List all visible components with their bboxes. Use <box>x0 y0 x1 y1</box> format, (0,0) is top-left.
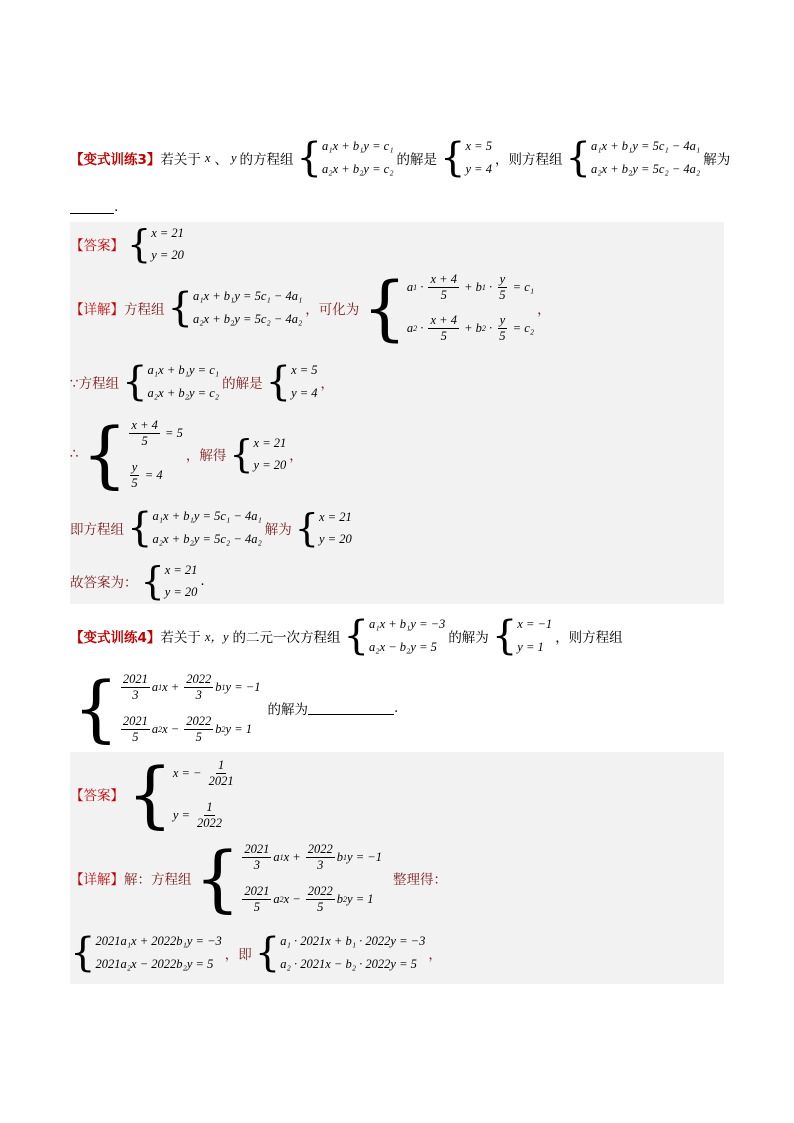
detail-text: 方程组 <box>124 302 165 318</box>
equation-rhs: = −1 <box>355 849 382 864</box>
equation: a₁x + b₁y = 5c₁ − 4a₁ <box>590 139 701 153</box>
equation: x = 5 <box>291 363 318 377</box>
equation-system-4: { a₁x + b₁y = −3 a₂x − b₂y = 5 <box>343 613 446 659</box>
solution-system-4: { x = −1 y = 1 <box>491 613 553 659</box>
fraction-numerator: 2021 <box>244 841 270 856</box>
fraction-denominator: 3 <box>195 687 202 702</box>
answer-blank <box>70 201 114 214</box>
variables: x，y <box>204 630 229 644</box>
equation: a₂x + b₂y = c₂ <box>321 162 394 176</box>
equation: a₁x + b₁y = −3 <box>368 617 446 631</box>
because-text: ∵方程组 <box>70 376 120 392</box>
therefore-line <box>70 412 303 496</box>
final-line <box>70 560 205 602</box>
exercise-3-text3: 的解是 <box>396 152 438 168</box>
fraction-numerator: 2021 <box>122 713 148 728</box>
equation: x = −1 <box>517 617 553 631</box>
period: . <box>200 573 205 589</box>
exercise-4-line2 <box>70 666 399 750</box>
fraction-numerator: y <box>499 313 506 327</box>
big-system-4: { $\frac{2021}{3}$ a 1 x + $\frac{2022}{3}$ b 1 y = −1 $\frac{2021}{5}$ a 2 x − $\frac{2022}{5}$ b 2 y = 1 <box>194 836 382 920</box>
answer-4-line <box>70 752 241 836</box>
equation-rhs: = c₁ <box>512 280 535 294</box>
equation-system-original: { a₁x + b₁y = c₁ a₂x + b₂y = c₂ <box>296 135 394 181</box>
equation: x = 5 <box>465 139 492 153</box>
equation: a₂x + b₂y = 5c₂ − 4a₂ <box>590 162 701 176</box>
equation: a₂x + b₂y = 5c₂ − 4a₂ <box>192 312 303 326</box>
fraction-denominator: 3 <box>253 857 260 872</box>
equation-rhs: = 4 <box>144 467 163 482</box>
answer-label: 【答案】 <box>70 238 124 254</box>
equation-lhs: x = − <box>172 765 202 780</box>
equation-rhs: = 5 <box>165 425 183 440</box>
answer-system: { x = 21 y = 20 <box>127 222 184 266</box>
equation-system-new: { a₁x + b₁y = 5c₁ − 4a₁ a₂x + b₂y = 5c₂ − 4a₂ <box>167 285 303 331</box>
equation: y = 20 <box>164 584 198 599</box>
answer-system-4: { x = − $\frac{1}{2021}$ y = $\frac{1}{2022}$ <box>127 752 234 836</box>
fraction-numerator: x + 4 <box>131 417 158 432</box>
equation: 2021a₂x − 2022b₂y = 5 <box>95 957 214 971</box>
equation: y = 4 <box>291 386 318 400</box>
fraction-denominator: 5 <box>253 899 260 914</box>
separator: 、 <box>214 152 228 168</box>
equation: y = 20 <box>151 247 184 262</box>
fraction-numerator: 2022 <box>307 883 333 898</box>
var-x: x <box>204 150 211 165</box>
solution-system: { x = 5 y = 4 <box>440 135 492 181</box>
exercise-4-text5: 的解为 <box>267 702 308 718</box>
fraction-system: { $\frac{x + 4}{5}$ = 5 $\frac{y}{5}$ = 4 <box>81 412 183 496</box>
equation: a₁x + b₁y = c₁ <box>321 139 394 153</box>
fraction-numerator: 1 <box>206 799 213 814</box>
var-y: y <box>230 150 237 165</box>
equation: a₂x + b₂y = c₂ <box>147 386 220 400</box>
answer-system: { x = 21 y = 20 <box>140 559 198 603</box>
fraction-numerator: 2022 <box>186 671 212 686</box>
answer-blank <box>308 702 394 715</box>
fraction-denominator: 5 <box>317 899 324 914</box>
fraction-denominator: 2021 <box>208 773 234 788</box>
exercise-3-text4: ，则方程组 <box>494 152 563 168</box>
answer-blank-line <box>70 198 118 216</box>
fraction-numerator: y <box>499 272 506 286</box>
detail-label: 【详解】 <box>70 872 124 888</box>
fraction-denominator: 5 <box>499 329 506 343</box>
fraction-denominator: 5 <box>440 329 447 343</box>
period: . <box>393 700 399 716</box>
rewritten-system: { a₁ · 2021x + b₁ · 2022y = −3 a₂ · 2021x − b₂ · 2022y = 5 <box>254 930 426 976</box>
equation: x = 21 <box>253 435 287 450</box>
because-line <box>70 360 334 404</box>
fraction-numerator: 1 <box>217 757 225 772</box>
simplified-system: { 2021a₁x + 2022b₁y = −3 2021a₂x − 2022b₂y = 5 <box>70 930 222 976</box>
equation: y = 20 <box>253 457 287 472</box>
period: . <box>114 199 119 215</box>
answer-3-line <box>70 224 187 264</box>
comma: ， <box>537 302 551 318</box>
equation-rhs: = 1 <box>355 891 374 906</box>
exercise-3-label: 【变式训练3】 <box>70 152 161 168</box>
detail-text: ，可化为 <box>305 302 360 318</box>
exercise-4-text1: 若关于 <box>160 630 201 646</box>
equation: a₂ · 2021x − b₂ · 2022y = 5 <box>280 957 417 971</box>
equation: x = 21 <box>164 562 198 577</box>
equation-system-new: { a₁x + b₁y = 5c₁ − 4a₁ a₂x + b₂y = 5c₂ − 4a₂ <box>127 505 262 551</box>
answer-label: 【答案】 <box>70 788 124 804</box>
fraction-denominator: 5 <box>499 288 506 302</box>
equation-system-original: { a₁x + b₁y = c₁ a₂x + b₂y = c₂ <box>122 359 220 405</box>
equation: x = 21 <box>318 509 352 524</box>
detail-label: 【详解】 <box>70 302 124 318</box>
equation-rhs: = −1 <box>234 679 261 694</box>
therefore-symbol: ∴ <box>70 446 79 462</box>
fraction-denominator: 2022 <box>197 815 223 830</box>
detail-text2: 整理得： <box>392 872 447 888</box>
fraction-numerator: 2022 <box>186 713 212 728</box>
fraction-denominator: 5 <box>440 288 447 302</box>
fraction-denominator: 3 <box>132 687 139 702</box>
equation: y = 4 <box>465 162 492 176</box>
equation: a₁x + b₁y = c₁ <box>147 363 220 377</box>
exercise-3-text5: 解为 <box>703 152 731 168</box>
fraction-denominator: 5 <box>195 729 202 744</box>
comma: ， <box>289 448 303 464</box>
fraction-numerator: 2021 <box>244 883 270 898</box>
equation: x = 21 <box>151 225 184 240</box>
answer-system: { x = 21 y = 20 <box>294 506 352 550</box>
simplified-line <box>70 930 442 976</box>
ie-text: ，即 <box>224 947 252 963</box>
equation: a₁x + b₁y = 5c₁ − 4a₁ <box>192 289 303 303</box>
equation: a₂x + b₂y = 5c₂ − 4a₂ <box>152 532 262 546</box>
equation: y = 20 <box>318 531 352 546</box>
equation-rhs: = 1 <box>234 721 253 736</box>
fraction-denominator: 3 <box>317 857 324 872</box>
fraction-numerator: y <box>131 459 138 474</box>
transformed-system: { a 1 · $\frac{x + 4}{5}$ + b 1 · $\frac{y}{5}$ = c₁ a 2 · $\frac{x + 4}{5}$ + b 2 · $\frac{y}{5}$ = c₂ <box>362 267 535 349</box>
final-text: 故答案为： <box>70 575 138 591</box>
equation-lhs: y = <box>172 807 190 822</box>
exercise-3-text1: 若关于 <box>160 152 201 168</box>
equation: a₁ · 2021x + b₁ · 2022y = −3 <box>280 934 426 948</box>
comma: ， <box>428 947 442 963</box>
solve-text: ，解得 <box>185 448 227 464</box>
solution-system: { x = 5 y = 4 <box>265 359 318 405</box>
fraction-denominator: 5 <box>132 729 139 744</box>
equation: a₂x − b₂y = 5 <box>368 640 437 654</box>
ie-text2: 解为 <box>264 522 292 538</box>
exercise-4-text2: 的二元一次方程组 <box>232 630 341 646</box>
exercise-4-label: 【变式训练4】 <box>70 630 161 646</box>
detail-3-line <box>70 267 551 349</box>
equation: 2021a₁x + 2022b₁y = −3 <box>95 934 222 948</box>
exercise-3-line1 <box>70 136 730 180</box>
fraction-numerator: x + 4 <box>430 313 457 327</box>
because-text2: 的解是 <box>222 376 263 392</box>
detail-4-line <box>70 836 447 920</box>
exercise-4-text4: ，则方程组 <box>555 630 623 646</box>
equation: y = 1 <box>517 640 544 654</box>
exercise-4-line1 <box>70 614 623 658</box>
fraction-denominator: 5 <box>141 433 148 448</box>
equation: a₁x + b₁y = 5c₁ − 4a₁ <box>152 509 262 523</box>
detail-text: 解：方程组 <box>124 872 192 888</box>
big-system-4: { $\frac{2021}{3}$ a 1 x + $\frac{2022}{3}$ b 1 y = −1 $\frac{2021}{5}$ a 2 x − $\frac{2022}{5}$ b 2 y = 1 <box>73 666 261 750</box>
fraction-denominator: 5 <box>131 475 138 490</box>
equation-system-new: { a₁x + b₁y = 5c₁ − 4a₁ a₂x + b₂y = 5c₂ − 4a₂ <box>565 135 701 181</box>
ie-line <box>70 506 355 550</box>
comma: ， <box>320 376 335 392</box>
ie-text: 即方程组 <box>70 522 124 538</box>
fraction-numerator: 2021 <box>122 671 148 686</box>
exercise-3-text2: 的方程组 <box>239 152 294 168</box>
fraction-numerator: x + 4 <box>430 272 457 286</box>
answer-system: { x = 21 y = 20 <box>229 432 287 476</box>
fraction-numerator: 2022 <box>307 841 333 856</box>
equation-rhs: = c₂ <box>512 321 535 335</box>
exercise-4-text3: 的解为 <box>448 630 489 646</box>
